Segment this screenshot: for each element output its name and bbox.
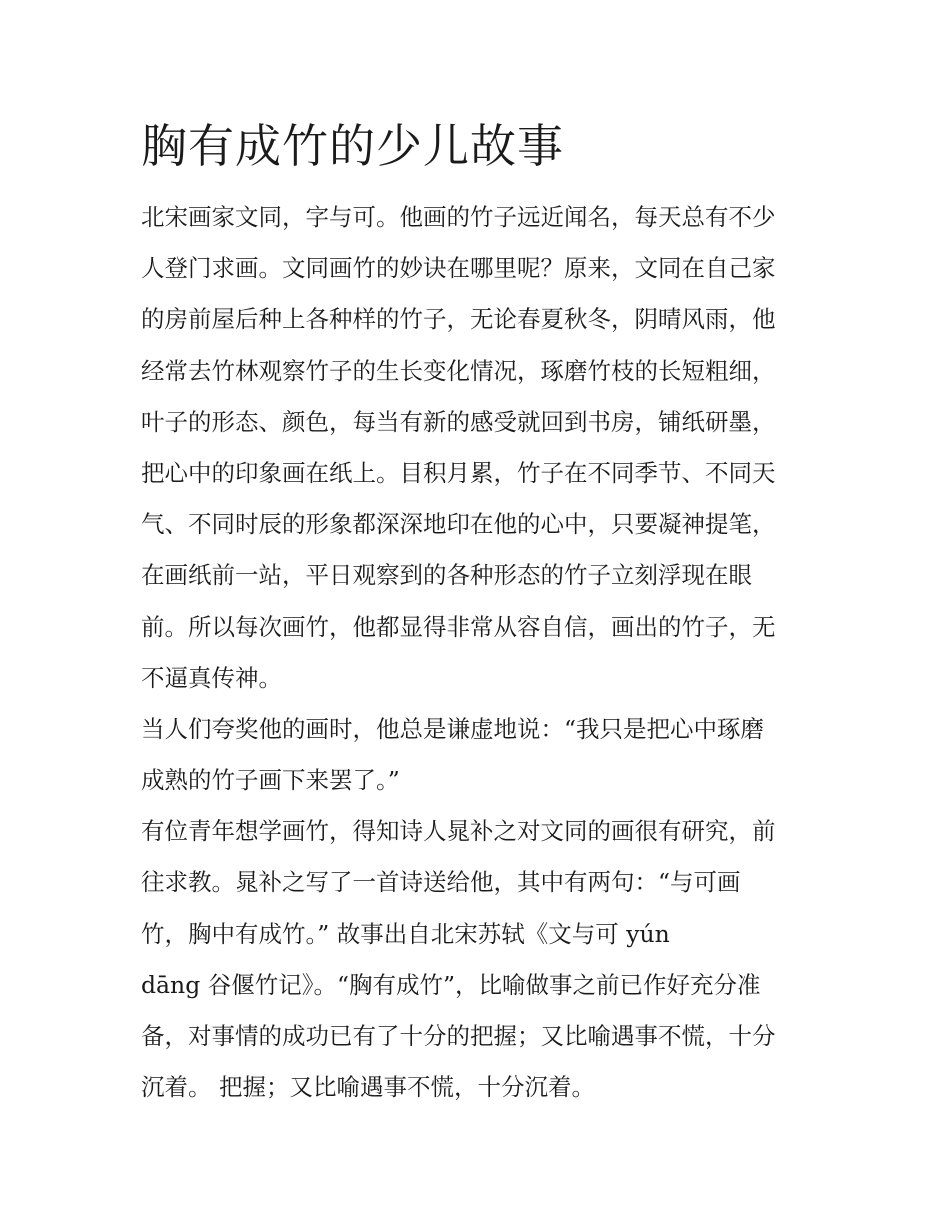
text-line: 叶子的形态、颜色，每当有新的感受就回到书房，铺纸研墨， (141, 407, 776, 436)
text-line: dāng 谷偃竹记》。“胸有成竹”，比喻做事之前已作好充分准 (141, 970, 761, 999)
text-line: 当人们夸奖他的画时，他总是谦虚地说：“我只是把心中琢磨 (141, 714, 765, 743)
text-line: 的房前屋后种上各种样的竹子，无论春夏秋冬，阴晴风雨，他 (141, 305, 776, 334)
document-title: 胸有成竹的少儿故事 (141, 119, 564, 173)
text-line: 北宋画家文同，字与可。他画的竹子远近闻名，每天总有不少 (141, 203, 776, 231)
text-line: 把心中的印象画在纸上。目积月累，竹子在不同季节、不同天 (141, 458, 776, 487)
text-line: 人登门求画。文同画竹的妙诀在哪里呢？原来，文同在自己家 (141, 254, 776, 283)
text-line: 前。所以每次画竹，他都显得非常从容自信，画出的竹子，无 (141, 612, 776, 641)
text-line: 在画纸前一站，平日观察到的各种形态的竹子立刻浮现在眼 (141, 561, 752, 590)
text-line: 沉着。 把握；又比喻遇事不慌，十分沉着。 (141, 1073, 595, 1102)
text-line: 气、不同时辰的形象都深深地印在他的心中，只要凝神提笔， (141, 510, 776, 539)
document-body (141, 192, 813, 1113)
text-line: 有位青年想学画竹，得知诗人晁补之对文同的画很有研究，前 (141, 817, 776, 846)
text-line: 往求教。晁补之写了一首诗送给他，其中有两句：“与可画 (141, 868, 741, 897)
text-line: 成熟的竹子画下来罢了。” (141, 766, 400, 795)
text-line: 不逼真传神。 (141, 663, 282, 692)
text-line: 经常去竹林观察竹子的生长变化情况，琢磨竹枝的长短粗细， (141, 356, 776, 385)
text-line: 备，对事情的成功已有了十分的把握；又比喻遇事不慌，十分 (141, 1022, 776, 1050)
text-line: 竹，胸中有成竹。” 故事出自北宋苏轼《文与可 yún (141, 919, 670, 948)
document-page (141, 114, 813, 1113)
